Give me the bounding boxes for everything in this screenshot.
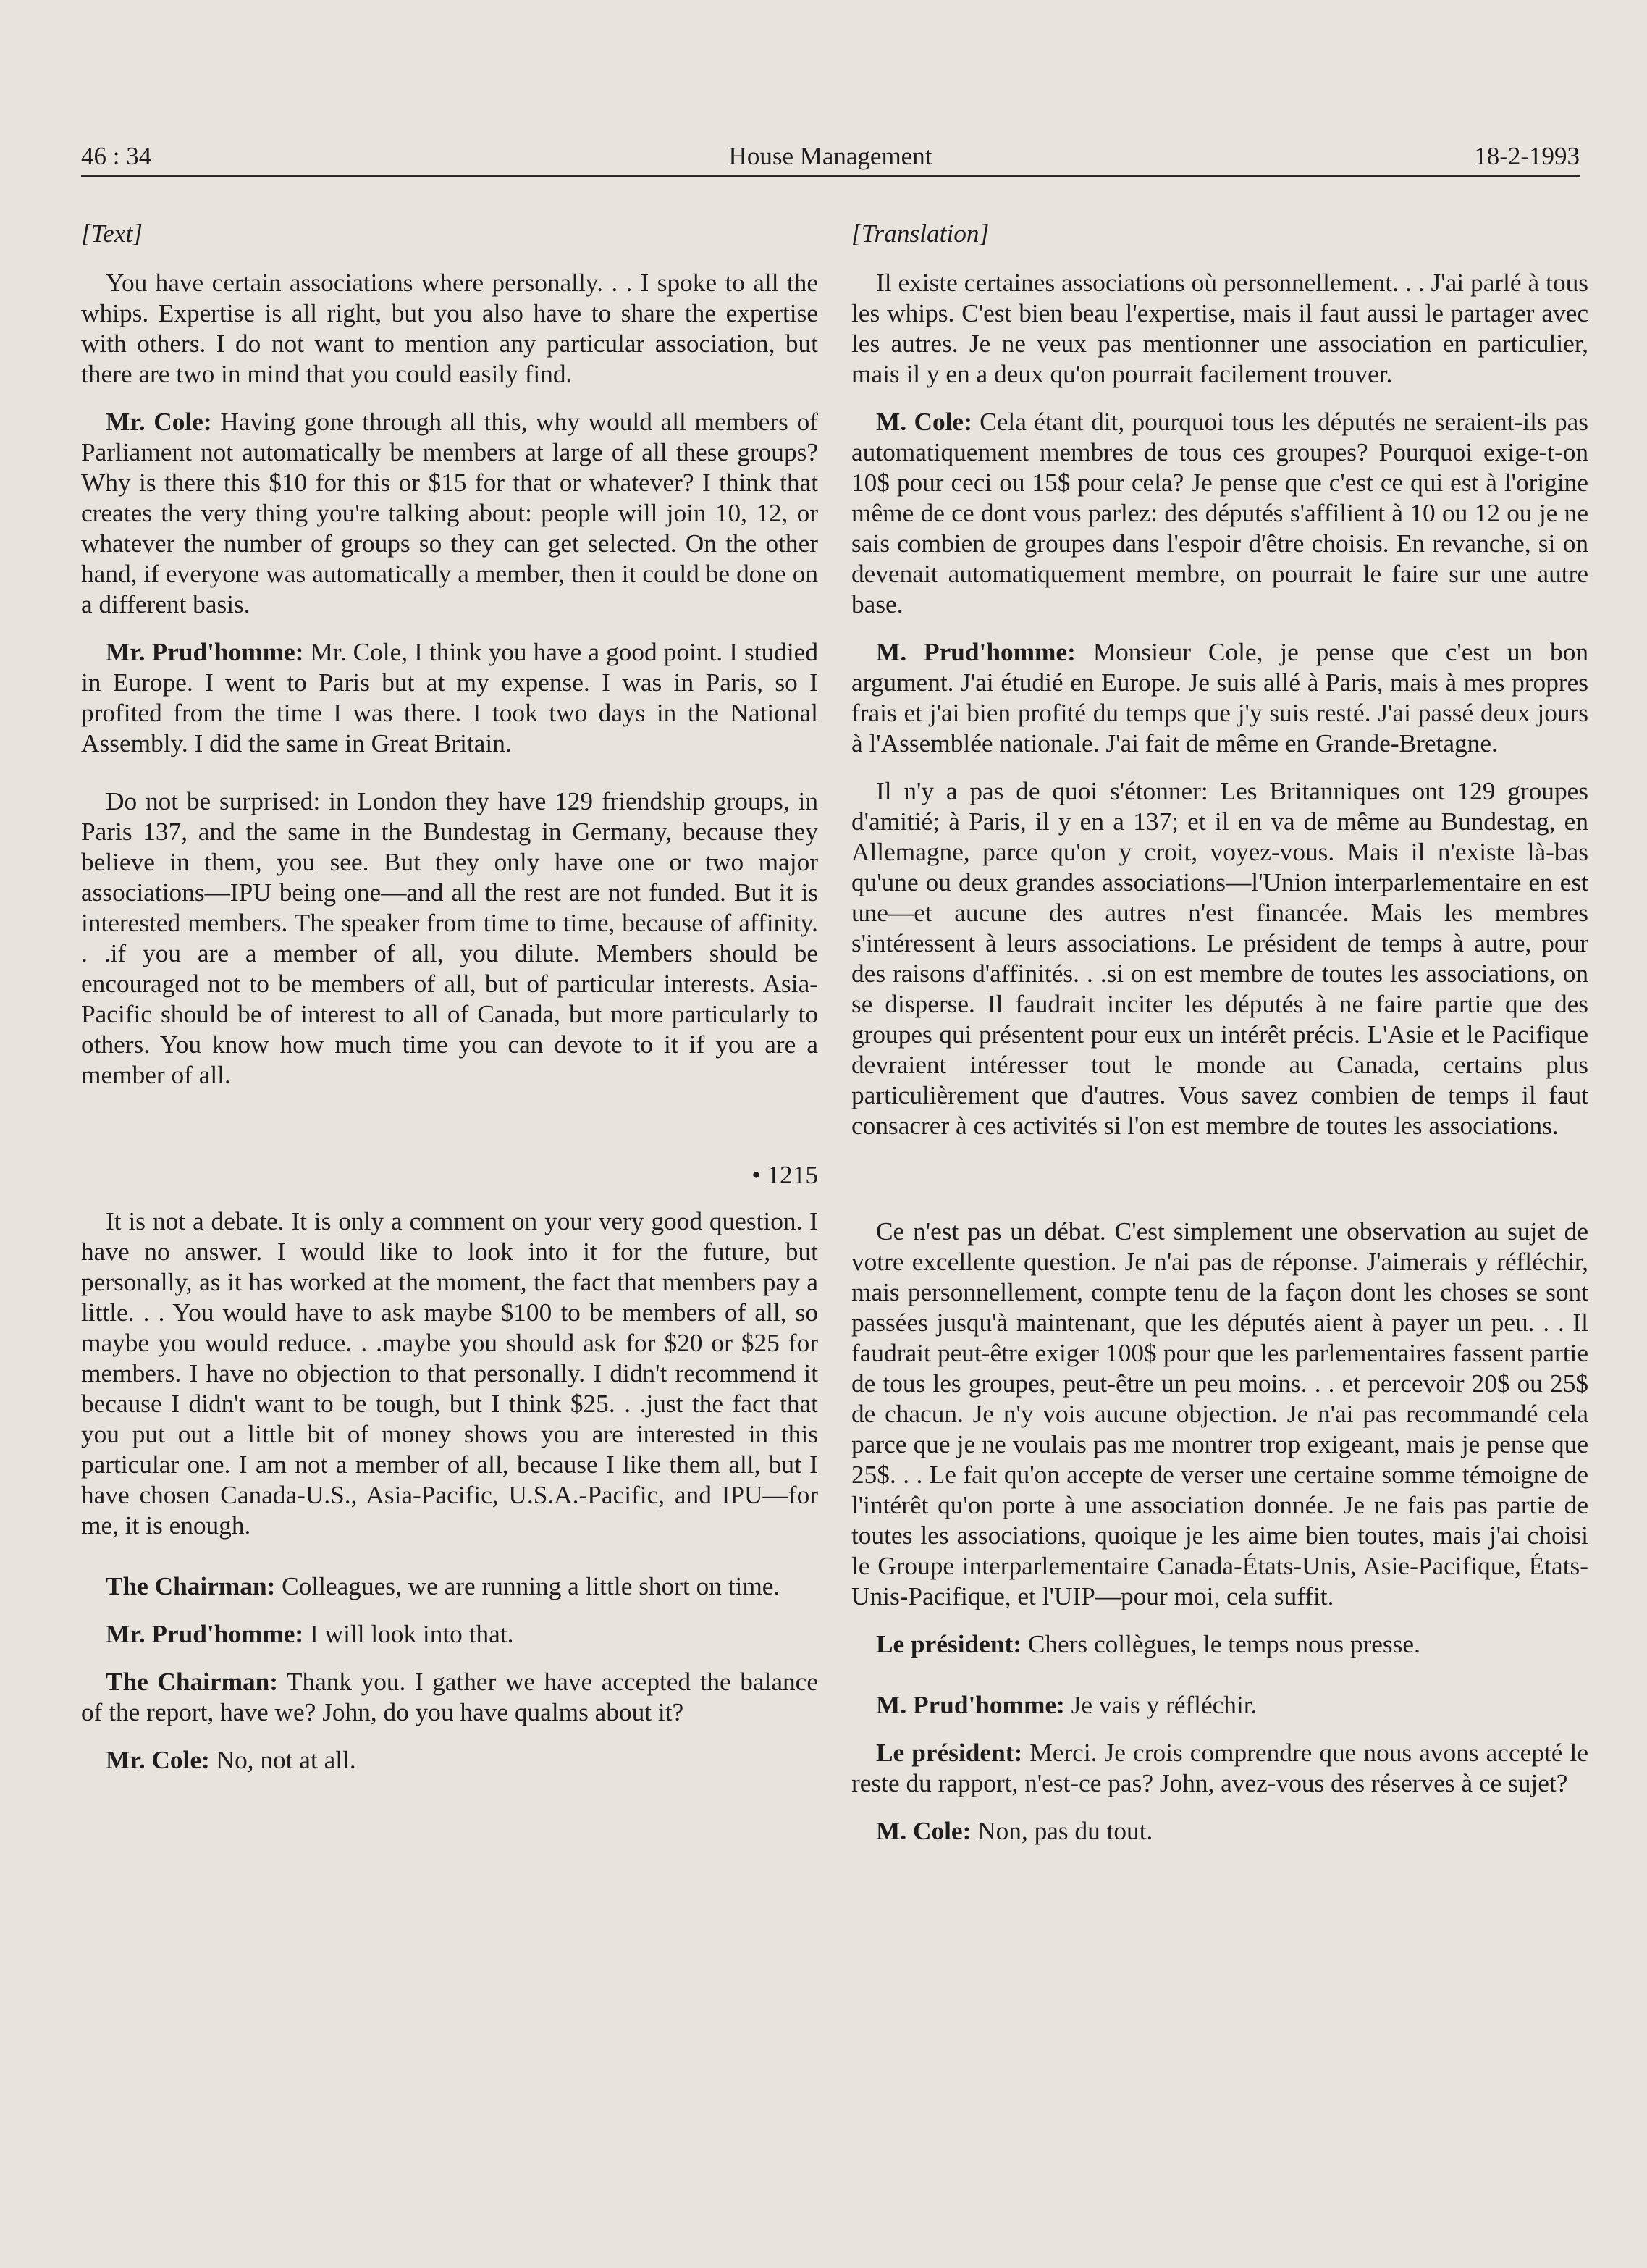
paragraph: Il n'y a pas de quoi s'étonner: Les Britanniques ont 129 groupes d'amitié; à Paris, il y en a 137; et il en va de même au Bundestag, en Allemagne, parce qu'on y croit, voyez-vous. Mais il n'existe là-bas qu'une ou deux grandes associations—l'Union interparlementaire en est une—et aucune des autres n'est financée. Mais les membres s'intéressent à leurs associations. Le président de temps à autre, pour des raisons d'affinités. . .si on est membre de toutes les associations, on se disperse. Il faudrait inciter les députés à ne faire partie que des groupes qui présentent pour eux un intérêt précis. L'Asie et le Pacifique devraient intéresser tout le monde au Canada, certains plus particulièrement que d'autres. Vous savez combien de temps il faut consacrer à ces activités si l'on est membre de toutes les associations. <box>851 777 1588 1140</box>
paragraph <box>81 407 818 620</box>
paragraph-text: Chers collègues, le temps nous presse. <box>1027 1630 1420 1658</box>
english-column <box>81 219 818 1793</box>
paragraph <box>81 1745 818 1776</box>
paragraph-text: Thank you. I gather we have accepted the balance of the report, have we? John, do you have qualms about it? <box>81 1668 818 1726</box>
paragraph: Il existe certaines associations où personnellement. . . J'ai parlé à tous les whips. C'est bien beau l'expertise, mais il faut aussi le partager avec les autres. Je ne veux pas mentionner une association en particulier, mais il y en a deux qu'on pourrait facilement trouver. <box>851 269 1588 388</box>
paragraph <box>81 1667 818 1728</box>
speaker-name: M. Cole: <box>876 408 972 436</box>
page-number: 46 : 34 <box>81 142 152 170</box>
speaker-name: M. Prud'homme: <box>876 1691 1065 1719</box>
paragraph-text: Mr. Cole, I think you have a good point. I studied in Europe. I went to Paris but at my expense. I was in Paris, so I profited from the time I was there. I took two days in the National Assembly. I did the same in Great Britain. <box>81 638 818 757</box>
paragraph <box>851 637 1588 759</box>
french-column <box>851 219 1588 1864</box>
paragraph-text: No, not at all. <box>216 1746 356 1774</box>
running-title: House Management <box>728 142 932 170</box>
speaker-name: Le président: <box>876 1630 1022 1658</box>
paragraph: Ce n'est pas un débat. C'est simplement une observation au sujet de votre excellente question. Je n'ai pas de réponse. J'aimerais y réfléchir, mais personnellement, compte tenu de la façon dont les choses se sont passées jusqu'à maintenant, que les députés aient à payer un peu. . . Il faudrait peut-être exiger 100$ pour que les parlementaires fassent partie de tous les groupes, peut-être un peu moins. . . et percevoir 20$ ou 25$ de chacun. Je n'y vois aucune objection. Je n'ai pas recommandé cela parce que je ne voulais pas me montrer trop exigeant, mais je pense que 25$. . . Le fait qu'on accepte de verser une certaine somme témoigne de l'intérêt qu'on porte à une association donnée. Je ne fais pas partie de toutes les associations, quoique je les aime bien toutes, mais j'ai choisi le Groupe interparlementaire Canada-États-Unis, Asie-Pacifique, États-Unis-Pacifique, et l'UIP—pour moi, cela suffit. <box>851 1217 1588 1610</box>
paragraph-text: Merci. Je crois comprendre que nous avons accepté le reste du rapport, n'est-ce pas? John, avez-vous des réserves à ce sujet? <box>851 1739 1588 1797</box>
speaker-name: The Chairman: <box>106 1572 276 1600</box>
paragraph-text: Colleagues, we are running a little short on time. <box>282 1572 780 1600</box>
paragraph: It is not a debate. It is only a comment on your very good question. I have no answer. I would like to look into it for the future, but personally, as it has worked at the moment, the fact that members pay a little. . . You would have to ask maybe $100 to be members of all, so maybe you would reduce. . .maybe you should ask for $20 or $25 for members. I have no objection to that personally. I didn't recommend it because I didn't want to be tough, but I think $25. . .just the fact that you put out a little bit of money shows you are interested in this particular one. I am not a member of all, because I like them all, but I have chosen Canada-U.S., Asia-Pacific, U.S.A.-Pacific, and IPU—for me, it is enough. <box>81 1207 818 1540</box>
paragraph <box>81 1571 818 1602</box>
time-marker: • 1215 <box>751 1161 818 1189</box>
paragraph <box>851 1629 1588 1660</box>
paragraph-text: Je vais y réfléchir. <box>1071 1691 1258 1719</box>
paragraph <box>851 1816 1588 1847</box>
header-date: 18-2-1993 <box>1474 142 1580 170</box>
paragraph: You have certain associations where personally. . . I spoke to all the whips. Expertise is all right, but you also have to share the expertise with others. I do not want to mention any particular association, but there are two in mind that you could easily find. <box>81 269 818 388</box>
column-label: [Text] <box>81 219 143 248</box>
paragraph <box>81 637 818 759</box>
paragraph <box>851 407 1588 620</box>
speaker-name: Mr. Cole: <box>106 408 212 436</box>
column-label: [Translation] <box>851 219 990 248</box>
page-header <box>81 135 1580 177</box>
speaker-name: The Chairman: <box>106 1668 279 1696</box>
paragraph: Do not be surprised: in London they have 129 friendship groups, in Paris 137, and the same in the Bundestag in Germany, because they believe in them, you see. But they only have one or two major associations—IPU being one—and all the rest are not funded. But it is interested members. The speaker from time to time, because of affinity. . .if you are a member of all, you dilute. Members should be encouraged not to be members of all, but of particular interests. Asia-Pacific should be of interest to all of Canada, but more particularly to others. You know how much time you can devote to it if you are a member of all. <box>81 787 818 1089</box>
paragraph <box>81 1619 818 1650</box>
paragraph <box>851 1738 1588 1799</box>
paragraph-text: Monsieur Cole, je pense que c'est un bon argument. J'ai étudié en Europe. Je suis allé à Paris, mais à mes propres frais et j'ai bien profité du temps que j'y suis resté. J'ai passé deux jours à l'Assemblée nationale. J'ai fait de même en Grande-Bretagne. <box>851 638 1588 757</box>
paragraph-text: Non, pas du tout. <box>977 1817 1153 1845</box>
speaker-name: Le président: <box>876 1739 1023 1767</box>
paragraph-text: Having gone through all this, why would all members of Parliament not automatically be members at large of all these groups? Why is there this $10 for this or $15 for that or whatever? I think that creates the very thing you're talking about: people will join 10, 12, or whatever the number of groups so they can get selected. On the other hand, if everyone was automatically a member, then it could be done on a different basis. <box>81 408 818 618</box>
paragraph-text: Cela étant dit, pourquoi tous les députés ne seraient-ils pas automatiquement membres de tous ces groupes? Pourquoi exige-t-on 10$ pour ceci ou 15$ pour cela? Je pense que c'est ce qui est à l'origine même de ce dont vous parlez: des députés s'affilient à 10 ou 12 ou je ne sais combien de groupes dans l'espoir d'être choisis. En revanche, si on devenait automatiquement membre, on pourrait le faire sur une autre base. <box>851 408 1588 618</box>
speaker-name: Mr. Prud'homme: <box>106 638 304 666</box>
speaker-name: M. Cole: <box>876 1817 972 1845</box>
speaker-name: M. Prud'homme: <box>876 638 1076 666</box>
speaker-name: Mr. Cole: <box>106 1746 210 1774</box>
speaker-name: Mr. Prud'homme: <box>106 1620 304 1648</box>
paragraph-text: I will look into that. <box>310 1620 514 1648</box>
paragraph <box>851 1690 1588 1721</box>
